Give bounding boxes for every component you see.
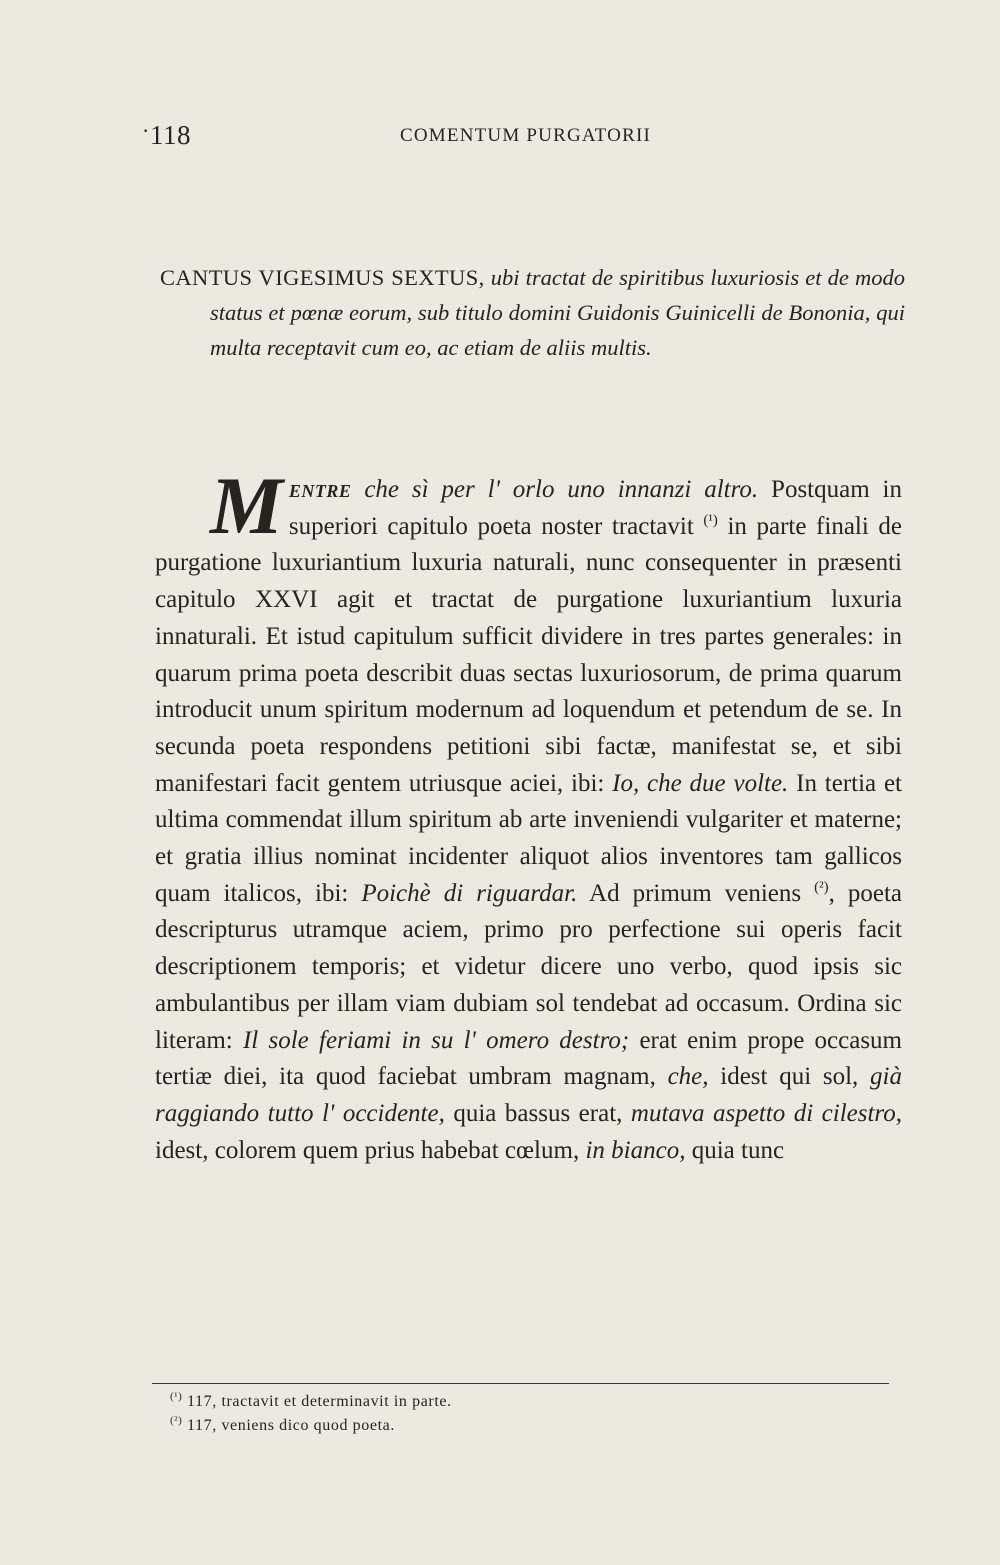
body-text-4: Ad primum veniens [577,879,815,907]
quote-mutava-aspetto: mutava aspetto di cilestro, [630,1099,902,1127]
body-text-6: erat enim prope occasum tertiæ diei, ita quod faciebat umbram magnam, [155,1026,902,1091]
footnote-divider [152,1383,889,1384]
lemma-smallcaps: entre [288,476,352,503]
canto-argument [160,260,905,365]
running-title: COMENTUM PURGATORII [400,125,651,146]
footnote-ref-1[interactable]: (¹) [703,512,718,529]
footnotes [170,1390,870,1438]
page-mark: · [142,118,150,143]
footnote-1 [170,1390,870,1414]
body-text-3: In tertia et ultima commendat illum spiritum ab arte inveniendi vulgariter et materne; et gratia illius nominat incidenter aliquot alios inventores tam gallicos quam italicos, ibi: [155,769,902,907]
quote-io-che-due-volte: Io, che due volte. [612,769,789,797]
footnote-mark-2: (²) [170,1414,183,1427]
quote-che: che, [667,1063,709,1091]
drop-cap-initial: M [210,460,283,551]
footnote-text-1: 117, tractavit et determinavit in parte. [187,1393,452,1410]
body-text-8: quia bassus erat, [444,1099,631,1127]
footnote-2 [170,1414,870,1438]
body-text-9: idest, colorem quem prius habebat cœlum, [155,1136,586,1164]
footnote-mark-1: (¹) [170,1390,183,1403]
argument-summary: ubi tractat de spiritibus luxuriosis et de modo status et pœnæ eorum, sub titulo domini Guidonis Guinicelli de Bononia, qui multa receptavit cum eo, ac etiam de aliis multis. [210,265,905,360]
argument-heading: CANTUS VIGESIMUS SEXTUS, [160,265,485,290]
body-text-5: , poeta descripturus utramque aciem, primo pro perfectione sui operis facit descriptionem temporis; et videtur dicere uno verbo, quod ipsis sic ambulantibus per illam viam dubiam sol tendebat ad occasum. Ordina sic literam: [155,879,902,1054]
commentary-body [155,460,903,1169]
running-head [142,118,895,154]
footnote-text-2: 117, veniens dico quod poeta. [187,1417,395,1434]
lemma-quote: che sì per l' orlo uno innanzi altro. [351,476,759,503]
body-text-10: quia tunc [685,1136,785,1164]
quote-in-bianco: in bianco, [585,1136,686,1164]
commentary-paragraph [155,460,903,1169]
quote-gia-raggiando: già raggiando tutto l' occidente, [155,1063,902,1127]
argument-paragraph [160,260,905,365]
footnote-ref-2[interactable]: (²) [814,879,829,896]
body-text-7: idest qui sol, [708,1063,871,1091]
page-number: 118 [150,120,191,150]
quote-poiche-di-riguardar: Poichè di riguardar. [361,879,578,907]
body-text-1: Postquam in superiori capitulo poeta noster tractavit [288,476,902,540]
body-text-2: in parte finali de purgatione luxuriantium luxuria naturali, nunc consequenter in præsenti capitulo XXVI agit et tractat de purgatione luxuriantium luxuria innaturali. Et istud capitulum sufficit dividere in tres partes generales: in quarum prima poeta describit duas sectas luxuriosorum, de prima quarum introducit unum spiritum modernum ad loquendum et petendum de se. In secunda poeta respondens petitioni sibi factæ, manifestat se, et sibi manifestari facit gentem utriusque aciei, ibi: [155,512,903,797]
quote-il-sole: Il sole feriami in su l' omero destro; [242,1026,630,1054]
